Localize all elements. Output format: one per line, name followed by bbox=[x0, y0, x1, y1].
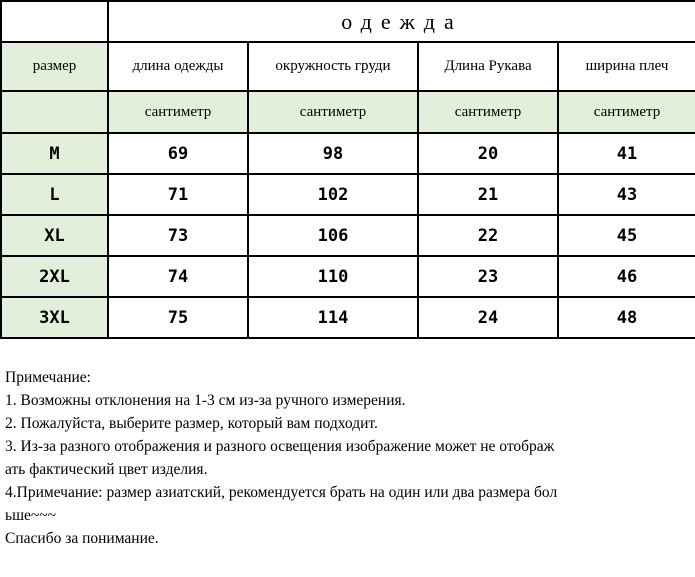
notes-section bbox=[5, 366, 691, 550]
shoulder-value: 41 bbox=[558, 133, 695, 174]
table-row bbox=[1, 133, 695, 174]
sleeve-value: 22 bbox=[418, 215, 558, 256]
chest-value: 102 bbox=[248, 174, 418, 215]
size-label: XL bbox=[1, 215, 108, 256]
chest-value: 106 bbox=[248, 215, 418, 256]
table-row bbox=[1, 215, 695, 256]
size-label: L bbox=[1, 174, 108, 215]
sleeve-value: 21 bbox=[418, 174, 558, 215]
size-label: M bbox=[1, 133, 108, 174]
header-chest: окружность груди bbox=[248, 42, 418, 91]
table-title: одежда bbox=[108, 1, 695, 42]
table-row bbox=[1, 297, 695, 338]
size-label: 2XL bbox=[1, 256, 108, 297]
chest-value: 110 bbox=[248, 256, 418, 297]
sleeve-value: 24 bbox=[418, 297, 558, 338]
size-label: 3XL bbox=[1, 297, 108, 338]
note-line: ать фактический цвет изделия. bbox=[5, 461, 208, 478]
unit-cell: сантиметр bbox=[418, 91, 558, 133]
note-line: 3. Из-за разного отображения и разного освещения изображение может не отображ bbox=[5, 438, 555, 455]
sleeve-value: 20 bbox=[418, 133, 558, 174]
unit-cell: сантиметр bbox=[558, 91, 695, 133]
header-shoulder: ширина плеч bbox=[558, 42, 695, 91]
thanks-line: Спасибо за понимание. bbox=[5, 530, 159, 547]
length-value: 74 bbox=[108, 256, 248, 297]
notes-heading: Примечание: bbox=[5, 369, 91, 386]
note-line: 4.Примечание: размер азиатский, рекомендуется брать на один или два размера бол bbox=[5, 484, 558, 501]
length-value: 73 bbox=[108, 215, 248, 256]
corner-cell bbox=[1, 1, 108, 42]
shoulder-value: 48 bbox=[558, 297, 695, 338]
unit-cell: сантиметр bbox=[248, 91, 418, 133]
shoulder-value: 45 bbox=[558, 215, 695, 256]
chest-value: 98 bbox=[248, 133, 418, 174]
sleeve-value: 23 bbox=[418, 256, 558, 297]
length-value: 71 bbox=[108, 174, 248, 215]
unit-cell: сантиметр bbox=[108, 91, 248, 133]
note-line: ьше~~~ bbox=[5, 507, 57, 524]
length-value: 75 bbox=[108, 297, 248, 338]
note-line: 2. Пожалуйста, выберите размер, который вам подходит. bbox=[5, 415, 378, 432]
table-row bbox=[1, 256, 695, 297]
shoulder-value: 43 bbox=[558, 174, 695, 215]
shoulder-value: 46 bbox=[558, 256, 695, 297]
table-row bbox=[1, 174, 695, 215]
header-length: длина одежды bbox=[108, 42, 248, 91]
length-value: 69 bbox=[108, 133, 248, 174]
header-size: размер bbox=[1, 42, 108, 91]
note-line: 1. Возможны отклонения на 1-3 см из-за ручного измерения. bbox=[5, 392, 406, 409]
header-sleeve: Длина Рукава bbox=[418, 42, 558, 91]
unit-corner-cell bbox=[1, 91, 108, 133]
chest-value: 114 bbox=[248, 297, 418, 338]
